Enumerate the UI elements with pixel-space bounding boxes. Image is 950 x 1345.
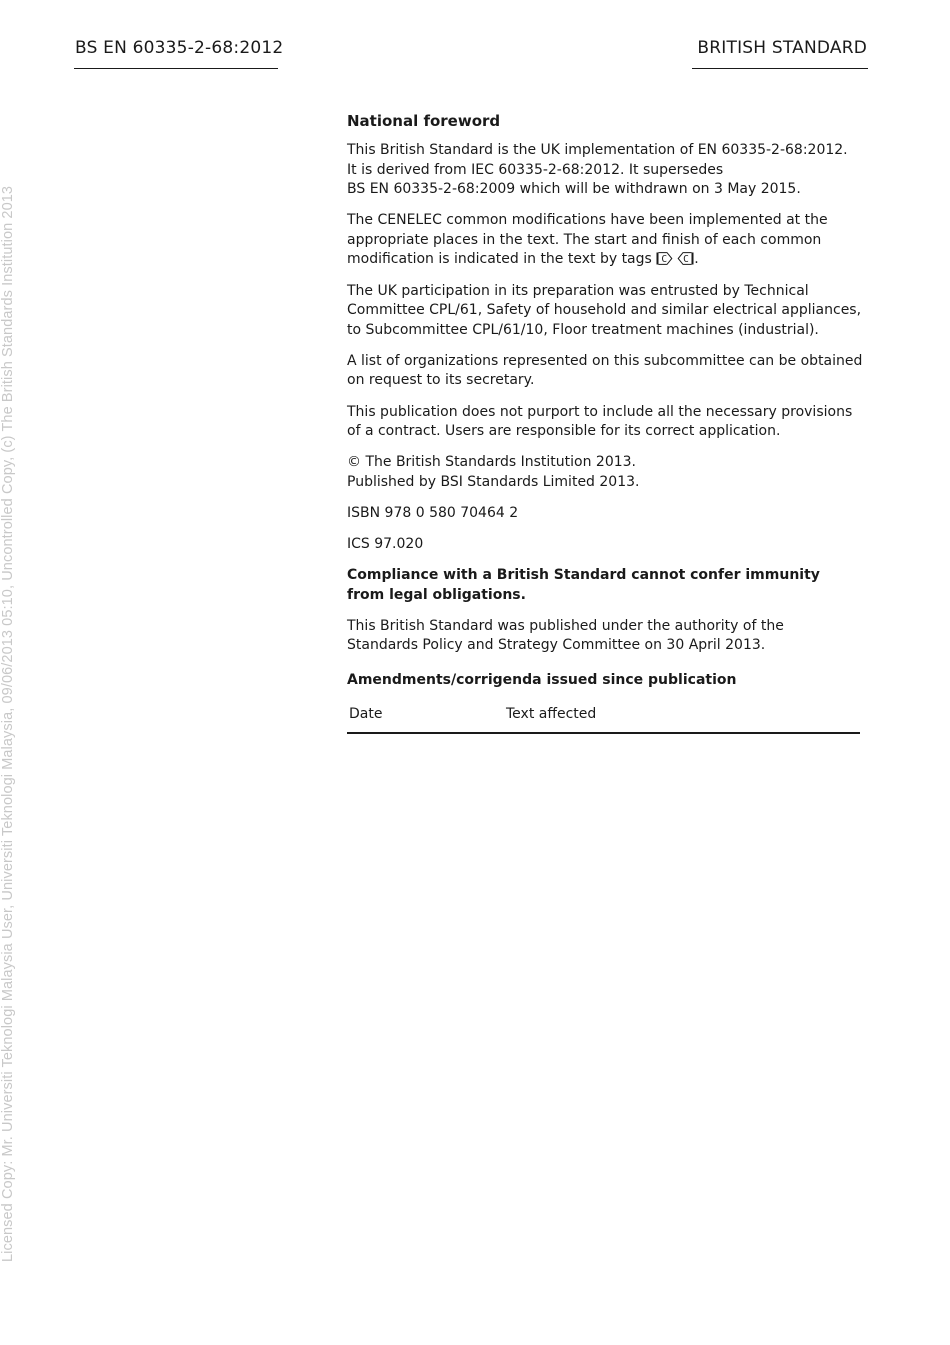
text-line: This British Standard is the UK implementation of EN 60335-2-68:2012. bbox=[347, 142, 848, 158]
provisions-paragraph bbox=[347, 403, 862, 442]
text-line: of a contract. Users are responsible for its correct application. bbox=[347, 423, 781, 440]
amendments-text-affected-header: Text affected bbox=[506, 705, 597, 722]
text-line: on request to its secretary. bbox=[347, 372, 535, 389]
header-series-label: BRITISH STANDARD bbox=[697, 38, 867, 58]
license-watermark: Licensed Copy: Mr. Universiti Teknologi Malaysia User, Universiti Teknologi Malaysia, 09/06/2013 05:10, Uncontrolled Copy, (c) The British Standards Institution 2013 bbox=[0, 185, 16, 1262]
svg-text:C: C bbox=[661, 254, 668, 266]
copyright-paragraph bbox=[347, 453, 862, 492]
text-line: This British Standard was published under the authority of the bbox=[347, 617, 784, 634]
svg-text:C: C bbox=[683, 254, 690, 266]
common-modification-start-tag-icon bbox=[656, 252, 673, 265]
compliance-statement bbox=[347, 566, 862, 605]
text-line: Committee CPL/61, Safety of household and similar electrical appliances, bbox=[347, 302, 862, 319]
national-foreword bbox=[347, 111, 862, 735]
amendments-table bbox=[347, 705, 860, 735]
amendments-table-rule bbox=[347, 732, 860, 734]
header-document-id: BS EN 60335-2-68:2012 bbox=[75, 38, 284, 58]
modifications-paragraph bbox=[347, 211, 862, 270]
text-line: The UK participation in its preparation was entrusted by Technical bbox=[347, 282, 809, 299]
isbn: ISBN 978 0 580 70464 2 bbox=[347, 504, 519, 521]
amendments-title: Amendments/corrigenda issued since publication bbox=[347, 671, 737, 688]
common-modification-end-tag-icon bbox=[677, 252, 694, 265]
text-line: This publication does not purport to include all the necessary provisions bbox=[347, 403, 853, 420]
implementation-paragraph bbox=[347, 141, 862, 200]
text-segment: modification is indicated in the text by tags bbox=[347, 251, 652, 268]
text-line: A list of organizations represented on this subcommittee can be obtained bbox=[347, 352, 863, 369]
text-line: © The British Standards Institution 2013. bbox=[347, 454, 637, 471]
text-line: Published by BSI Standards Limited 2013. bbox=[347, 473, 640, 490]
header-rule-left bbox=[74, 68, 278, 69]
text-line: Standards Policy and Strategy Committee on 30 April 2013. bbox=[347, 637, 766, 654]
text-line: BS EN 60335-2-68:2009 which will be withdrawn on 3 May 2015. bbox=[347, 181, 801, 198]
text-line: from legal obligations. bbox=[347, 586, 526, 603]
organizations-paragraph bbox=[347, 352, 862, 391]
authority-paragraph bbox=[347, 617, 862, 656]
text-line: Compliance with a British Standard cannot confer immunity bbox=[347, 567, 820, 584]
header-rule-right bbox=[692, 68, 868, 69]
amendments-date-header: Date bbox=[349, 705, 383, 722]
text-line: The CENELEC common modifications have been implemented at the bbox=[347, 212, 828, 229]
foreword-title: National foreword bbox=[347, 112, 501, 130]
text-line: to Subcommittee CPL/61/10, Floor treatment machines (industrial). bbox=[347, 321, 819, 338]
text-line bbox=[347, 250, 862, 270]
ics-code: ICS 97.020 bbox=[347, 536, 424, 552]
text-line: appropriate places in the text. The start and finish of each common bbox=[347, 231, 822, 248]
text-segment: . bbox=[694, 251, 699, 268]
committee-paragraph bbox=[347, 282, 862, 341]
text-line: It is derived from IEC 60335-2-68:2012. It supersedes bbox=[347, 161, 724, 178]
